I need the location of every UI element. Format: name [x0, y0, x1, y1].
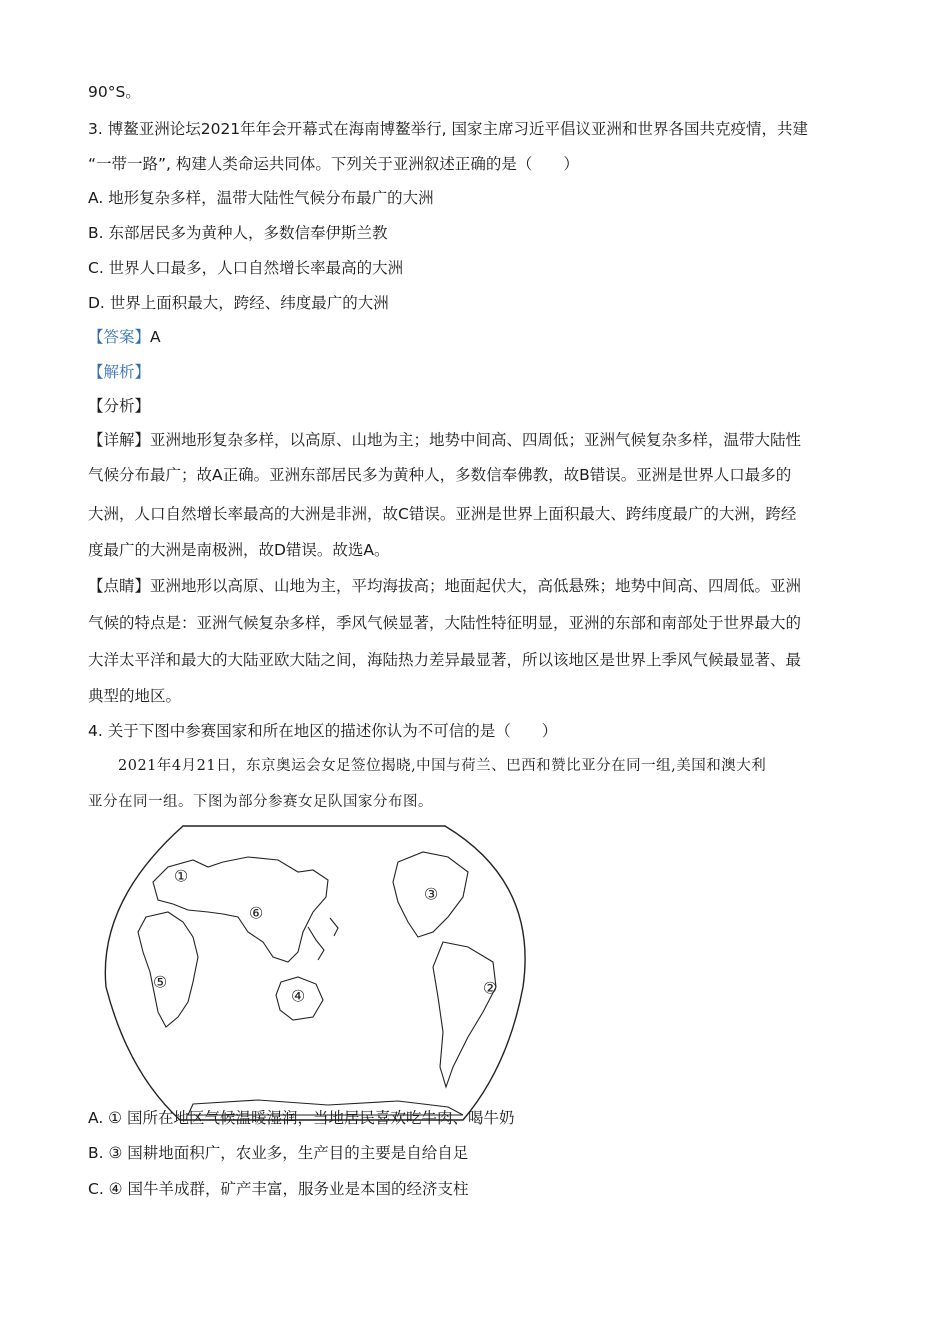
q4-option-a: A. ① 国所在地区气候温暖湿润，当地居民喜欢吃牛肉、喝牛奶: [88, 1109, 515, 1127]
q3-option-b: B. 东部居民多为黄种人，多数信奉伊斯兰教: [88, 224, 388, 242]
q3-option-c: C. 世界人口最多，人口自然增长率最高的大洲: [88, 259, 404, 277]
lead-text: 90°S。: [88, 83, 141, 101]
detail-line-1: [88, 428, 801, 450]
dianjing-text-1: 亚洲地形以高原、山地为主，平均海拔高；地面起伏大，高低悬殊；地势中间高、四周低。亚洲: [150, 577, 802, 595]
dianjing-line-1: [88, 574, 801, 596]
detail-line-2: 气候分布最广；故A正确。亚洲东部居民多为黄种人，多数信奉佛教，故B错误。亚洲是世界人口最多的: [88, 466, 792, 484]
q4-stem: 4. 关于下图中参赛国家和所在地区的描述你认为不可信的是（ ）: [88, 722, 558, 740]
detail-line-3: 大洲，人口自然增长率最高的大洲是非洲，故C错误。亚洲是世界上面积最大、跨纬度最广的大洲，跨经: [88, 505, 797, 523]
q3-option-a: A. 地形复杂多样，温带大陆性气候分布最广的大洲: [88, 189, 434, 207]
q4-option-b: B. ③ 国耕地面积广，农业多，生产目的主要是自给自足: [88, 1144, 469, 1162]
dianjing-line-4: 典型的地区。: [88, 687, 182, 705]
map-label-4: ④: [290, 986, 306, 1006]
q3-answer: [88, 325, 161, 347]
jiexi-tag: 【解析】: [88, 363, 151, 381]
fenxi-tag: 【分析】: [88, 397, 151, 415]
map-coastlines: [138, 852, 496, 1115]
dianjing-line-3: 大洋太平洋和最大的大陆亚欧大陆之间，海陆热力差异最显著，所以该地区是世界上季风气候最显著、最: [88, 651, 802, 669]
q3-option-d: D. 世界上面积最大，跨经、纬度最广的大洲: [88, 294, 389, 312]
q3-stem-line-1: 3. 博鳌亚洲论坛2021年年会开幕式在海南博鳌举行, 国家主席习近平倡议亚洲和世界各国共克疫情，共建: [88, 120, 809, 138]
dianjing-line-2: 气候的特点是：亚洲气候复杂多样，季风气候显著，大陆性特征明显，亚洲的东部和南部处于世界最大的: [88, 614, 802, 632]
answer-value: A: [150, 328, 161, 346]
q4-material-line-1: 2021年4月21日，东京奥运会女足签位揭晓,中国与荷兰、巴西和赞比亚分在同一组,美国和澳大利: [118, 758, 767, 774]
detail-tag: 【详解】: [88, 431, 151, 449]
q3-stem-line-2: “一带一路”, 构建人类命运共同体。下列关于亚洲叙述正确的是（ ）: [88, 155, 579, 173]
q4-option-c: C. ④ 国牛羊成群，矿产丰富，服务业是本国的经济支柱: [88, 1180, 469, 1198]
map-label-2: ②: [482, 978, 498, 998]
map-label-3: ③: [423, 884, 439, 904]
detail-line-4: 度最广的大洲是南极洲，故D错误。故选A。: [88, 541, 390, 559]
map-label-6: ⑥: [248, 903, 264, 923]
q4-material-line-2: 亚分在同一组。下图为部分参赛女足队国家分布图。: [88, 794, 433, 810]
world-map: [98, 822, 530, 1124]
dianjing-tag: 【点睛】: [88, 577, 151, 595]
detail-text-1: 亚洲地形复杂多样，以高原、山地为主；地势中间高、四周低；亚洲气候复杂多样，温带大陆性: [150, 431, 802, 449]
answer-tag: 【答案】: [88, 328, 151, 346]
map-label-5: ⑤: [152, 972, 168, 992]
map-label-1: ①: [173, 866, 189, 886]
map-frame: [105, 826, 525, 1120]
